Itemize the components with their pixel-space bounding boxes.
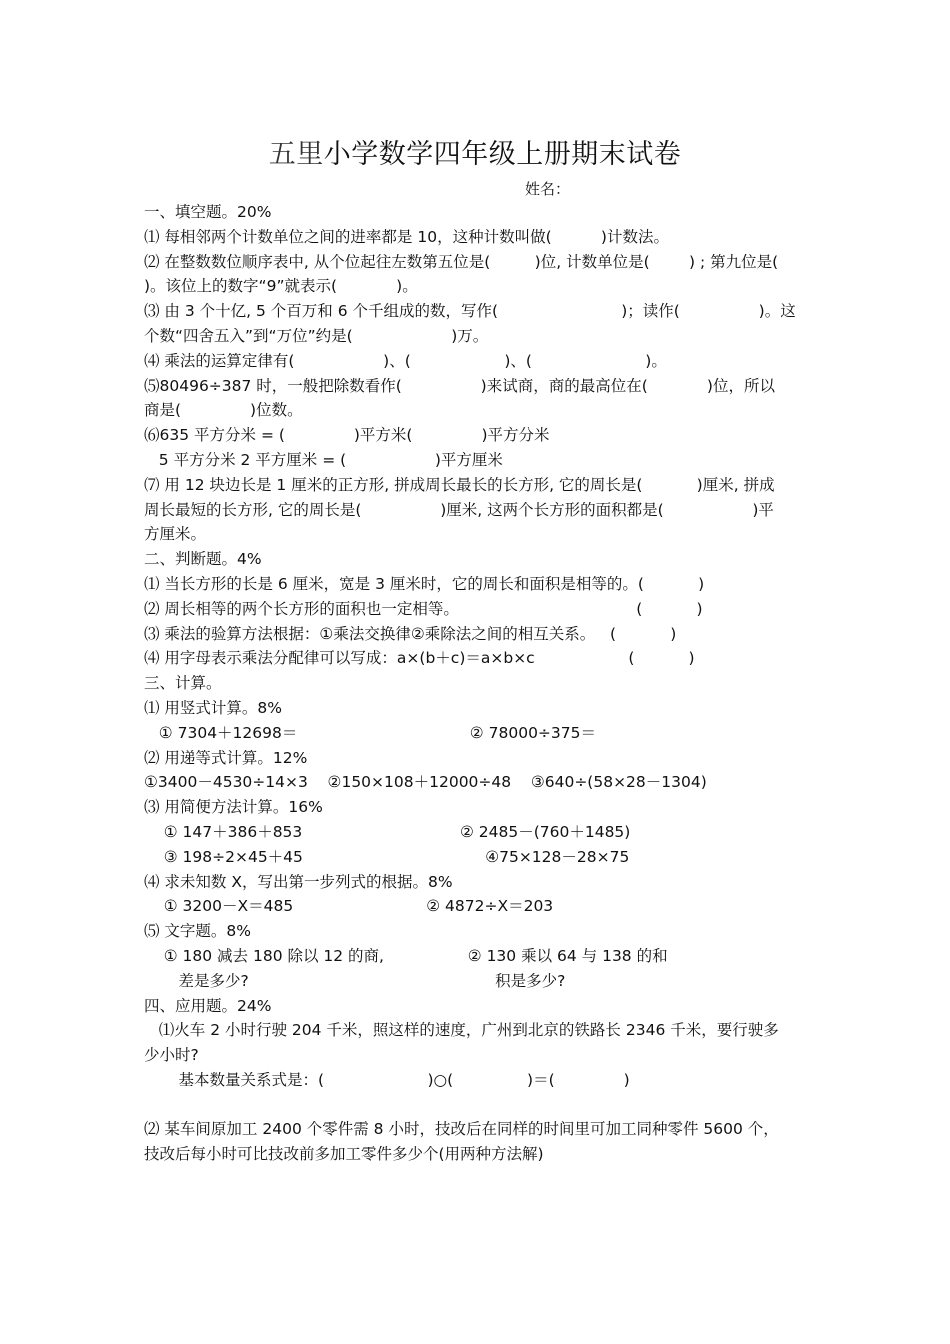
- question-line: ① 147＋386＋853 ② 2485－(760＋1485): [144, 822, 631, 841]
- question-line: 技改后每小时可比技改前多加工零件多少个(用两种方法解): [144, 1145, 544, 1164]
- question-line: ⑶ 由 3 个十亿, 5 个百万和 6 个千组成的数，写作( )；读作( )。这: [144, 302, 796, 321]
- section-heading-judge: 二、判断题。4%: [144, 550, 262, 569]
- page-title: [0, 132, 950, 171]
- section-heading-calc: 三、计算。: [144, 674, 222, 693]
- question-line: ⑵ 某车间原加工 2400 个零件需 8 小时，技改后在同样的时间里可加工同种零件 5600 个，: [144, 1120, 779, 1139]
- question-line: ⑴ 用竖式计算。8%: [144, 698, 283, 717]
- question-line: ⑴ 每相邻两个计数单位之间的进率都是 10，这种计数叫做( )计数法。: [144, 227, 669, 246]
- question-line: 基本数量关系式是：( )○( )＝( ): [144, 1070, 630, 1089]
- question-line: 商是( )位数。: [144, 401, 303, 420]
- question-line: ① 180 减去 180 除以 12 的商, ② 130 乘以 64 与 138 的和: [144, 946, 668, 965]
- question-line: ⑴ 当长方形的长是 6 厘米，宽是 3 厘米时，它的周长和面积是相等的。( ): [144, 574, 705, 593]
- section-heading-fill: 一、填空题。20%: [144, 203, 272, 221]
- question-line: ①3400－4530÷14×3 ②150×108＋12000÷48 ③640÷(58×28－1304): [144, 773, 707, 792]
- question-line: ① 3200－X＝485 ② 4872÷X＝203: [144, 897, 554, 916]
- question-line: )。该位上的数字“9”就表示( )。: [144, 277, 418, 296]
- question-line: ⑵ 在整数数位顺序表中, 从个位起往左数第五位是( )位, 计数单位是( ) ; 第九位是(: [144, 252, 779, 271]
- exam-body: [144, 200, 812, 1167]
- question-line: 少小时?: [144, 1046, 199, 1065]
- question-line: ① 7304＋12698＝ ② 78000÷375＝: [144, 723, 597, 742]
- section-heading-apply: 四、应用题。24%: [144, 996, 272, 1015]
- question-line: ⑴火车 2 小时行驶 204 千米，照这样的速度，广州到北京的铁路长 2346 千米，要行驶多: [144, 1021, 779, 1040]
- question-line: ⑸ 文字题。8%: [144, 922, 252, 941]
- question-line: ⑵ 用递等式计算。12%: [144, 748, 308, 767]
- blank-spacer: [144, 1093, 812, 1118]
- title-main: 小学数学四年级上册期末试卷: [323, 139, 682, 170]
- question-line: ⑶ 乘法的验算方法根据：①乘法交换律②乘除法之间的相互关系。 ( ): [144, 624, 677, 643]
- question-line: 个数“四舍五入”到“万位”约是( )万。: [144, 326, 489, 345]
- question-line: ⑺ 用 12 块边长是 1 厘米的正方形, 拼成周长最长的长方形, 它的周长是( )厘米, 拼成: [144, 475, 775, 494]
- question-line: 周长最短的长方形, 它的周长是( )厘米, 这两个长方形的面积都是( )平: [144, 500, 774, 519]
- name-label: 姓名：: [525, 180, 571, 198]
- question-line: ⑹635 平方分米 = ( )平方米( )平方分米: [144, 426, 550, 445]
- title-prefix: 五里: [268, 139, 324, 170]
- question-line: ③ 198÷2×45＋45 ④75×128－28×75: [144, 847, 630, 866]
- question-line: ⑵ 周长相等的两个长方形的面积也一定相等。 ( ): [144, 599, 703, 618]
- question-line: 方厘米。: [144, 525, 207, 544]
- question-line: 5 平方分米 2 平方厘米 = ( )平方厘米: [144, 450, 503, 469]
- question-line: ⑷ 乘法的运算定律有( )、( )、( )。: [144, 351, 667, 370]
- question-line: 差是多少? 积是多少?: [144, 971, 566, 990]
- question-line: ⑶ 用简便方法计算。16%: [144, 798, 323, 817]
- question-line: ⑷ 用字母表示乘法分配律可以写成：a×(b＋c)＝a×b×c ( ): [144, 649, 695, 668]
- question-line: ⑸80496÷387 时，一般把除数看作( )来试商，商的最高位在( )位，所以: [144, 376, 775, 395]
- question-line: ⑷ 求未知数 X，写出第一步列式的根据。8%: [144, 872, 453, 891]
